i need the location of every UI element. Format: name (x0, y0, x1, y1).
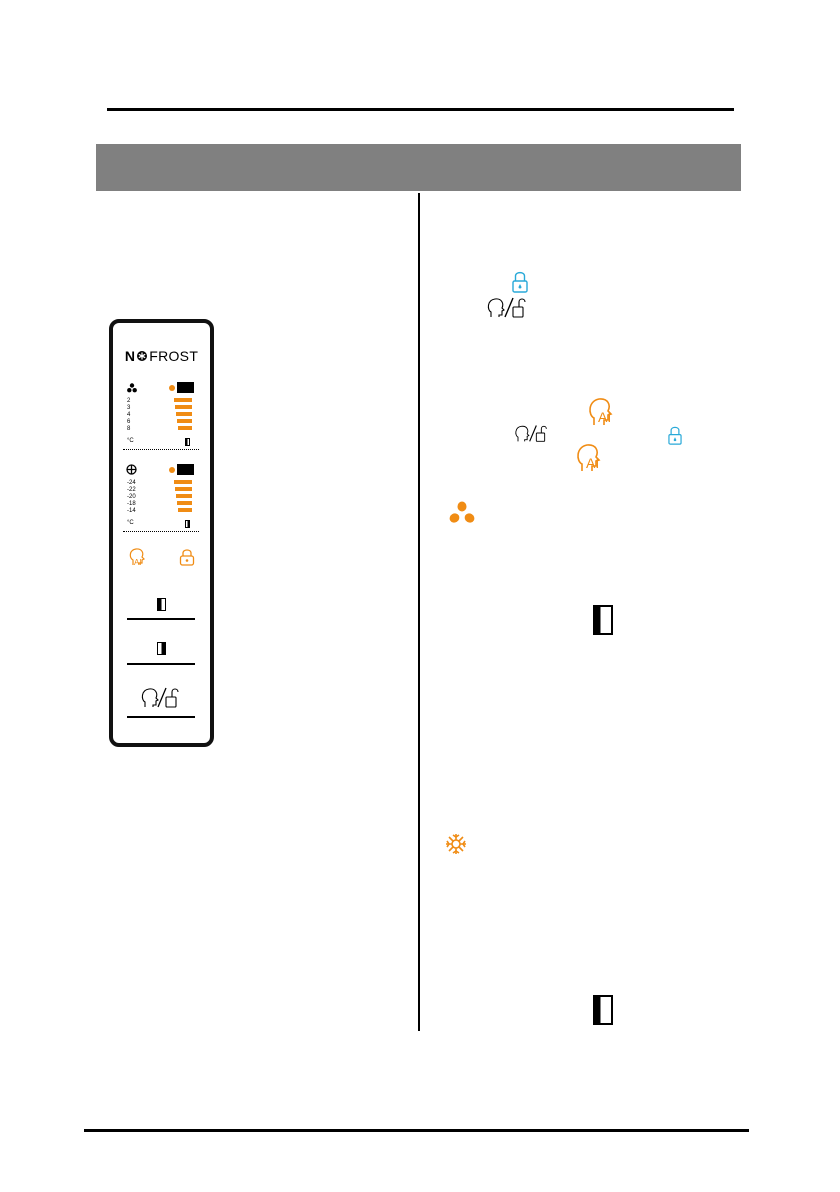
section-banner (96, 144, 741, 191)
lock-icon (179, 548, 195, 566)
freezer-button-icon[interactable] (157, 642, 166, 655)
ai-lock-icon (486, 295, 532, 319)
freezer-tick: -22 (127, 487, 136, 493)
fridge-button-icon[interactable] (157, 598, 166, 611)
panel-title-frost: FROST (149, 348, 199, 364)
fridge-level-bar (177, 419, 192, 423)
button-separator (127, 716, 195, 718)
fridge-tick: 4 (127, 412, 131, 418)
fridge-level-bar (176, 412, 192, 416)
fridge-tick: 6 (127, 419, 131, 425)
button-separator (127, 663, 195, 665)
panel-title-n: N (124, 348, 136, 364)
button-separator (127, 618, 195, 620)
fridge-tick: 2 (127, 398, 131, 404)
fridge-door-icon (185, 438, 190, 446)
freezer-tick: -18 (127, 501, 136, 507)
column-divider (418, 193, 420, 1031)
door-icon (593, 995, 613, 1025)
fridge-level-bar (175, 405, 192, 409)
fridge-tick: 8 (127, 426, 131, 432)
door-icon (593, 605, 613, 635)
ai-orange-label: AI (598, 409, 612, 425)
freezer-tick: -24 (127, 480, 136, 486)
ai-label: AI (134, 558, 142, 567)
freezer-level-bar (178, 508, 192, 512)
dotted-divider (123, 531, 199, 532)
fridge-tick: 3 (127, 405, 131, 411)
bottom-rule (84, 1129, 749, 1132)
top-rule (107, 108, 734, 111)
ai-lock-button-icon[interactable] (140, 685, 184, 709)
freezer-level-bar (177, 501, 192, 505)
lock-blue-icon (512, 271, 528, 293)
freezer-door-icon (185, 520, 190, 528)
fridge-display-icon (177, 382, 194, 393)
panel-title (113, 348, 210, 364)
nofrost-o-icon (136, 350, 148, 362)
snowflake-orange-icon (445, 833, 467, 855)
control-panel (109, 319, 214, 747)
fan-orange-icon (449, 501, 475, 525)
ai-orange-label: AI (586, 455, 600, 471)
freezer-level-bar (175, 487, 192, 491)
ai-lock-icon (513, 423, 553, 443)
fridge-level-bar (174, 398, 192, 402)
fridge-indicator-dot (169, 385, 175, 391)
freezer-display-icon (177, 464, 194, 475)
freezer-tick: -14 (127, 508, 136, 514)
snowflake-icon (126, 464, 137, 475)
lock-blue-icon (668, 426, 682, 445)
fridge-unit: °C (127, 438, 134, 444)
fridge-level-bar (178, 426, 192, 430)
fan-icon (127, 383, 137, 393)
freezer-level-bar (176, 494, 192, 498)
freezer-indicator-dot (169, 467, 175, 473)
freezer-tick: -20 (127, 494, 136, 500)
freezer-unit: °C (127, 520, 134, 526)
freezer-level-bar (174, 480, 192, 484)
dotted-divider (123, 449, 199, 450)
